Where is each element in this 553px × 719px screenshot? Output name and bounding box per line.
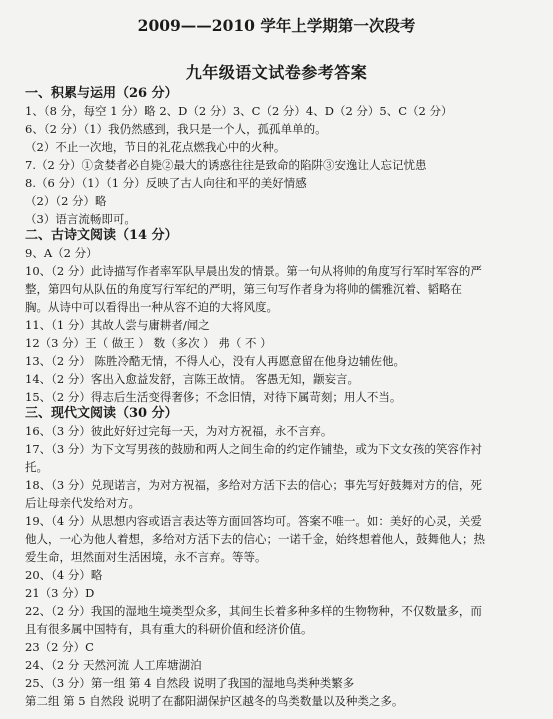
answer-line: （2）（2 分）略 [25,194,107,208]
answer-line: 12（3 分）王（ 做王 ） 数（多次 ） 弗（ 不 ） [25,336,272,350]
answer-line: 20、（4 分）略 [25,568,103,582]
answer-line: 胸。从诗中可以看得出一种从容不迫的大将风度。 [25,300,278,314]
answer-line: 9、A（2 分） [25,246,98,260]
answer-line: 8.（6 分）（1）（1 分）反映了古人向往和平的美好情感 [25,176,307,190]
answer-line: 11、（1 分）其故人尝与庸耕者/闻之 [25,318,210,332]
exam-title: 2009——2010 学年上学期第一次段考 [137,16,416,35]
answer-line: 且有很多属中国特有，具有重大的科研价值和经济价值。 [25,622,313,636]
answer-line: 爱生命，坦然面对生活困境，永不言弃。等等。 [25,550,267,564]
answer-line: 14、（2 分）客出入愈益发舒，言陈王故情。 客愚无知，颛妄言。 [25,372,360,386]
answer-line: （3）语言流畅即可。 [25,212,136,226]
answer-line: 整，第四句从队伍的角度写行军纪的严明，第三句写作者身为将帅的儒雅沉着、韬略在 [25,282,462,296]
section-heading-3: 三、现代文阅读（30 分） [25,406,178,421]
answer-line: 18、（3 分）兑现诺言，为对方祝福，多给对方活下去的信心；事先写好鼓舞对方的信，死 [25,478,482,492]
answer-line: 15、（2 分）得志后生活变得奢侈；不念旧情，对待下属苛刻；用人不当。 [25,390,402,404]
answer-line: 第二组 第 5 自然段 说明了在鄱阳湖保护区越冬的鸟类数量以及种类之多。 [25,694,404,708]
answer-line: 10、（2 分）此诗描写作者率军队早晨出发的情景。第一句从将帅的角度写行军时军容的严 [25,264,482,278]
answer-key-title: 九年级语文试卷参考答案 [185,63,368,82]
answer-line: （2）不止一次地，节日的礼花点燃我心中的火种。 [25,140,286,154]
section-heading-1: 一、积累与运用（26 分） [25,86,178,101]
answer-line: 后让母亲代发给对方。 [25,496,140,510]
section-heading-2: 二、古诗文阅读（14 分） [25,228,178,243]
answer-line: 托。 [25,460,48,474]
answer-line: 23（2 分）C [25,640,94,654]
answer-line: 7.（2 分）①贪婪者必自毙②最大的诱惑往往是致命的陷阱③安逸让人忘记忧患 [25,158,427,172]
answer-line: 17、（3 分）为下文写男孩的鼓励和两人之间生命的约定作铺垫，或为下文女孩的笑容作衬 [25,442,482,456]
answer-line: 21（3 分）D [25,586,95,600]
answer-line: 1、（8 分，每空 1 分）略 2、D（2 分）3、C（2 分）4、D（2 分）5、C（2 分） [25,104,453,118]
answer-line: 25、（3 分）第一组 第 4 自然段 说明了我国的湿地鸟类种类繁多 [25,676,355,690]
answer-line: 22、（2 分）我国的湿地生境类型众多，其间生长着多种多样的生物物种，不仅数量多，而 [25,604,482,618]
answer-line: 他人，一心为他人着想，多给对方活下去的信心；一诺千金，始终想着他人，鼓舞他人；热 [25,532,485,546]
answer-line: 24、（2 分 天然河流 人工库塘湖泊 [25,658,202,672]
answer-line: 16、（3 分）彼此好好过完每一天，为对方祝福，永不言弃。 [25,424,333,438]
answer-line: 6、（2 分）（1）我仍然感到，我只是一个人，孤孤单单的。 [25,122,327,136]
answer-line: 19、（4 分）从思想内容或语言表达等方面回答均可。答案不唯一。如：美好的心灵，关爱 [25,514,482,528]
answer-line: 13、（2 分） 陈胜冷酷无情，不得人心，没有人再愿意留在他身边辅佐他。 [25,354,406,368]
